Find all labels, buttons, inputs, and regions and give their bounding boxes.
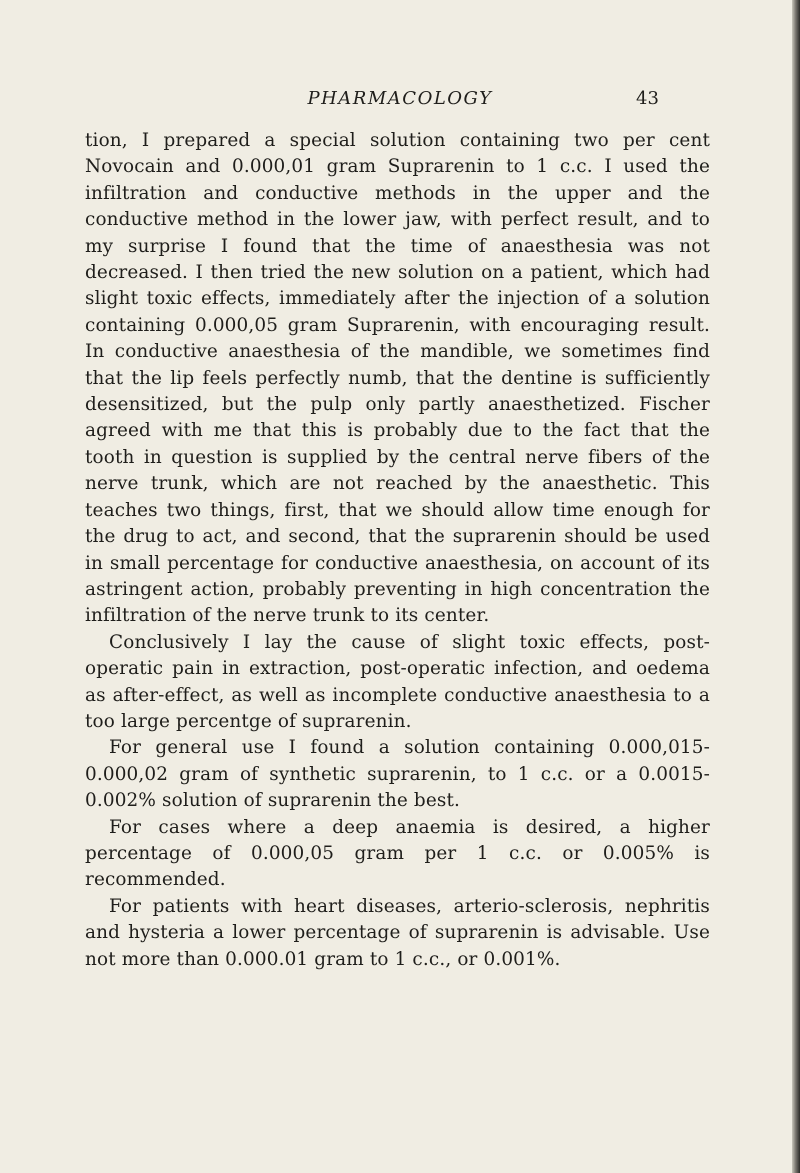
paragraph-1: tion, I prepared a special solution containing two per cent Novocain and 0.000,01 gram Suprarenin to 1 c.c. I used the infiltration and conductive methods in the upper and the conductive method in the lower jaw, with perfect result, and to my surprise I found that the time of anaesthesia was not decreased. I then tried the new solution on a patient, which had slight toxic effects, immediately after the injection of a solution containing 0.000,05 gram Suprarenin, with encouraging result. In conductive anaesthesia of the mandible, we sometimes find that the lip feels perfectly numb, that the dentine is sufficiently desensitized, but the pulp only partly anaesthetized. Fischer agreed with me that this is probably due to the fact that the tooth in question is supplied by the central nerve fibers of the nerve trunk, which are not reached by the anaesthetic. This teaches two things, first, that we should allow time enough for the drug to act, and second, that the suprarenin should be used in small percentage for conductive anaesthesia, on account of its astringent action, probably preventing in high concentration the infiltration of the nerve trunk to its center. (85, 130, 710, 627)
page-header (0, 88, 800, 112)
paragraph-4: For cases where a deep anaemia is desired, a higher percentage of 0.000,05 gram per 1 c.c. or 0.005% is recommended. (85, 816, 710, 891)
paragraph-5: For patients with heart diseases, arterio-sclerosis, nephritis and hysteria a lower percentage of suprarenin is advisable. Use not more than 0.000.01 gram to 1 c.c., or 0.001%. (85, 895, 710, 970)
body-text (85, 128, 710, 973)
running-head: PHARMACOLOGY (307, 88, 493, 109)
paragraph-2: Conclusively I lay the cause of slight toxic effects, post-operatic pain in extraction, post-operatic infection, and oedema as after-effect, as well as incomplete conductive anaesthesia to a too large percentge of suprarenin. (85, 631, 710, 732)
paragraph-3: For general use I found a solution containing 0.000,015-0.000,02 gram of synthetic suprarenin, to 1 c.c. or a 0.0015-0.002% solution of suprarenin the best. (85, 737, 710, 812)
page-number: 43 (636, 88, 659, 109)
page-edge-shadow (792, 0, 800, 1173)
